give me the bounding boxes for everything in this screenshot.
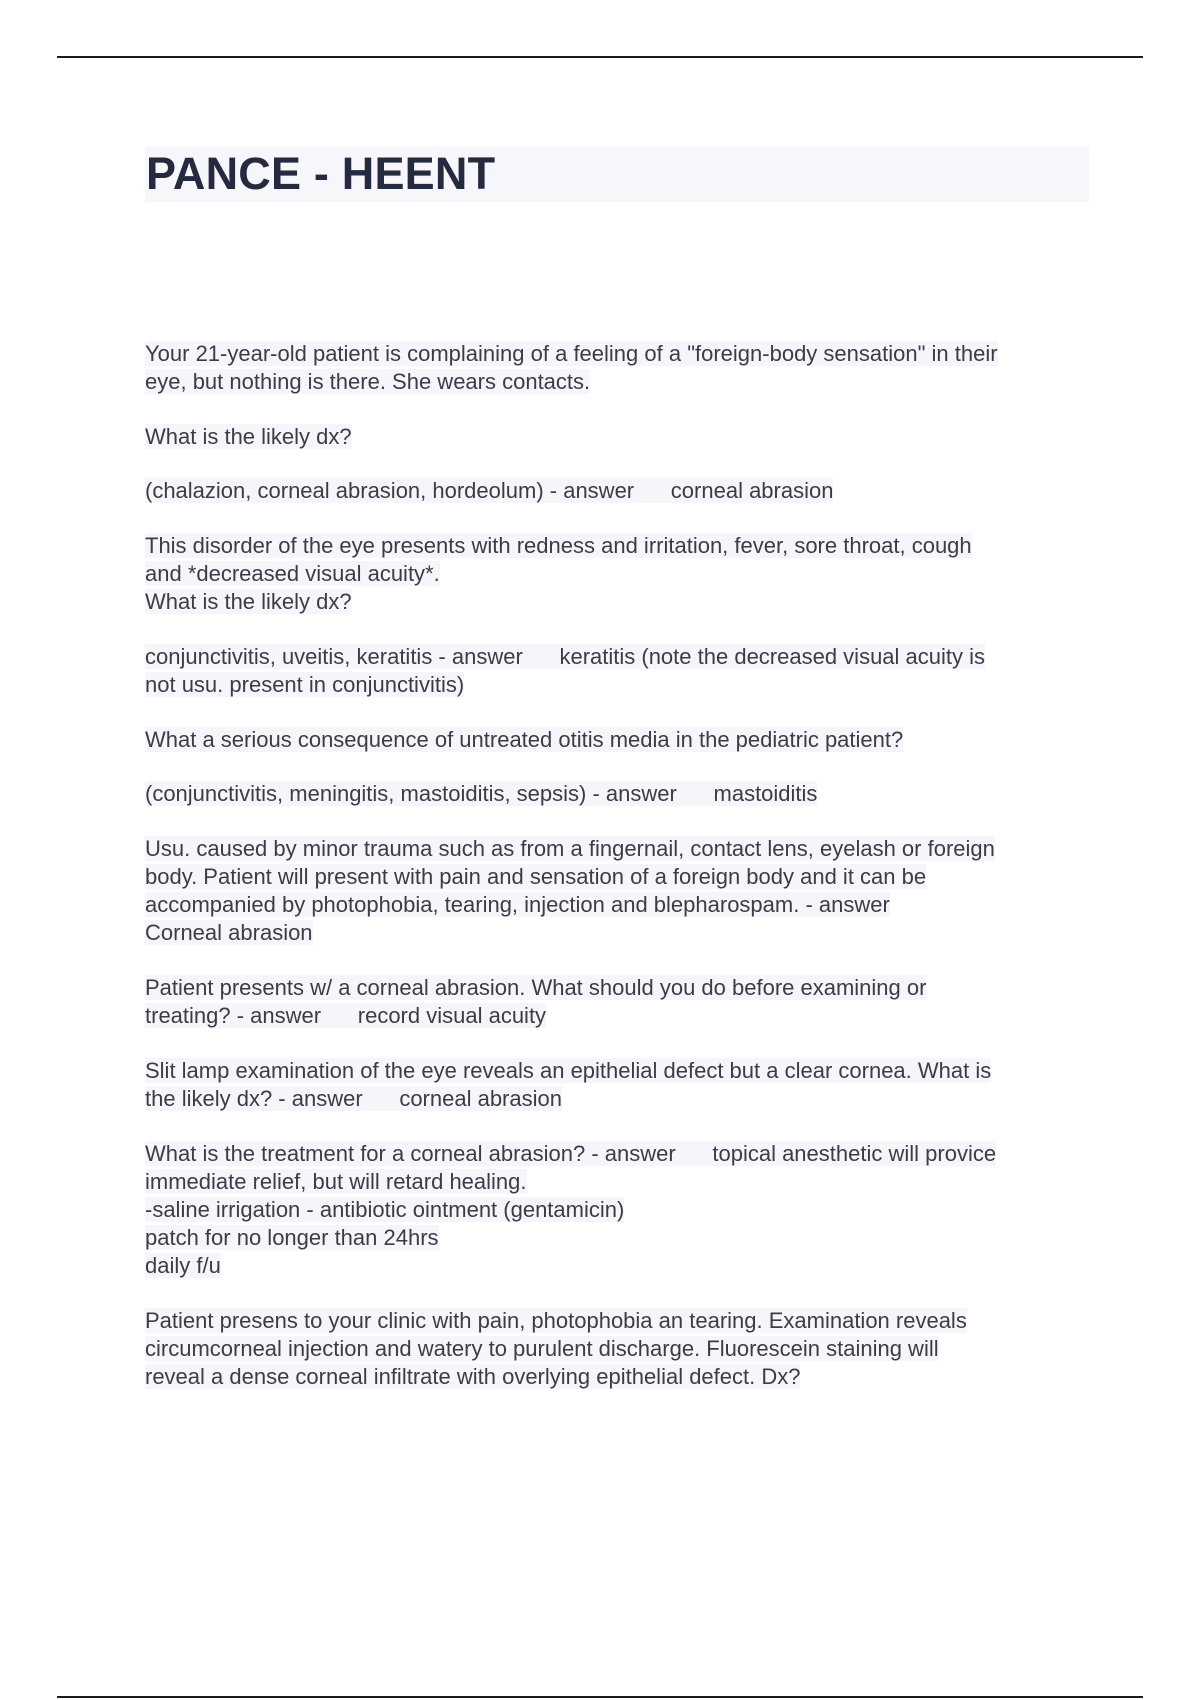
text-line: What is the likely dx?	[145, 424, 352, 449]
paragraph	[145, 835, 1095, 947]
text-line: patch for no longer than 24hrs	[145, 1225, 439, 1250]
text-line: body. Patient will present with pain and sensation of a foreign body and it can be	[145, 864, 927, 889]
text-line: circumcorneal injection and watery to purulent discharge. Fluorescein staining will	[145, 1336, 939, 1361]
text-line: and *decreased visual acuity*.	[145, 561, 440, 586]
text-line: (conjunctivitis, meningitis, mastoiditis, sepsis) - answer mastoiditis	[145, 781, 818, 806]
text-line: Usu. caused by minor trauma such as from a fingernail, contact lens, eyelash or foreign	[145, 836, 995, 861]
text-line: This disorder of the eye presents with redness and irritation, fever, sore throat, cough	[145, 533, 972, 558]
text-line: not usu. present in conjunctivitis)	[145, 672, 465, 697]
text-line: accompanied by photophobia, tearing, injection and blepharospam. - answer	[145, 892, 890, 917]
text-line: (chalazion, corneal abrasion, hordeolum) - answer corneal abrasion	[145, 478, 834, 503]
top-rule	[57, 56, 1143, 58]
paragraph	[145, 1140, 1095, 1280]
page-title: PANCE - HEENT	[146, 148, 496, 199]
text-line: immediate relief, but will retard healing.	[145, 1169, 527, 1194]
text-line: reveal a dense corneal infiltrate with overlying epithelial defect. Dx?	[145, 1364, 801, 1389]
text-line: conjunctivitis, uveitis, keratitis - answer keratitis (note the decreased visual acuity is	[145, 644, 986, 669]
paragraph	[145, 780, 1095, 808]
document-body	[145, 340, 1095, 1391]
bottom-rule	[57, 1696, 1143, 1698]
paragraph	[145, 423, 1095, 451]
paragraph	[145, 340, 1095, 396]
text-line: Slit lamp examination of the eye reveals an epithelial defect but a clear cornea. What is	[145, 1058, 992, 1083]
text-line: -saline irrigation - antibiotic ointment (gentamicin)	[145, 1197, 625, 1222]
paragraph	[145, 477, 1095, 505]
text-line: the likely dx? - answer corneal abrasion	[145, 1086, 562, 1111]
text-line: What is the likely dx?	[145, 589, 352, 614]
paragraph	[145, 1057, 1095, 1113]
paragraph	[145, 643, 1095, 699]
text-line: Your 21-year-old patient is complaining of a feeling of a "foreign-body sensation" in their	[145, 341, 998, 366]
paragraph	[145, 1307, 1095, 1391]
text-line: daily f/u	[145, 1253, 221, 1278]
text-line: What a serious consequence of untreated otitis media in the pediatric patient?	[145, 727, 904, 752]
text-line: Corneal abrasion	[145, 920, 313, 945]
text-line: Patient presents w/ a corneal abrasion. What should you do before examining or	[145, 975, 927, 1000]
text-line: Patient presens to your clinic with pain, photophobia an tearing. Examination reveals	[145, 1308, 967, 1333]
text-line: eye, but nothing is there. She wears contacts.	[145, 369, 591, 394]
text-line: treating? - answer record visual acuity	[145, 1003, 547, 1028]
text-line: What is the treatment for a corneal abrasion? - answer topical anesthetic will provice	[145, 1141, 997, 1166]
paragraph	[145, 974, 1095, 1030]
paragraph	[145, 726, 1095, 754]
paragraph	[145, 532, 1095, 616]
